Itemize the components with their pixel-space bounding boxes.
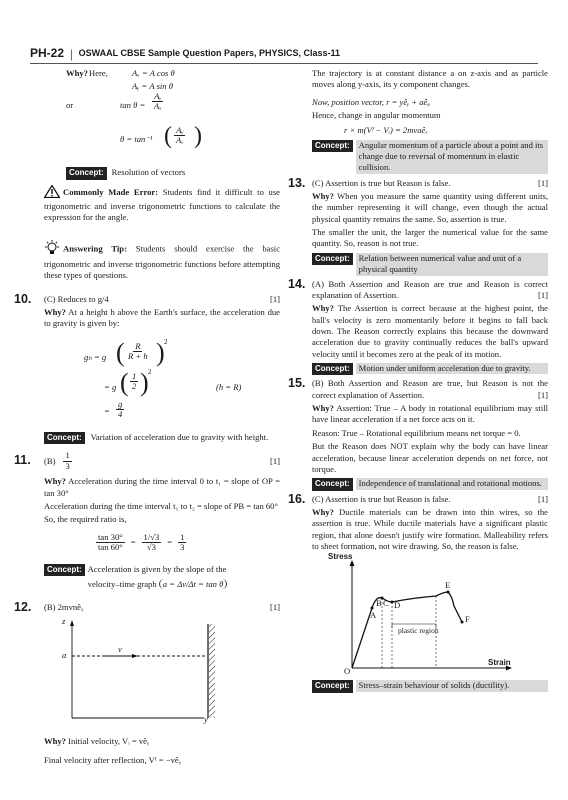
left-column [14, 68, 281, 768]
question-15 [288, 376, 548, 475]
lightbulb-icon [44, 240, 60, 259]
q11-line1: Acceleration during the time interval 0 to t₁ = slope of OP = tan 30° [44, 476, 280, 498]
concept-text: Relation between numerical value and unit of a physical quantity [356, 253, 548, 276]
q13-text2: The smaller the unit, the larger the numerical value for the same quantity. So, reason is not true. [312, 227, 548, 249]
error-text: Students find it difficult to use trigonometric and inverse trigonometric functions to calculate the expression for the angle. [44, 186, 280, 223]
q10-eq2-cond: (h = R) [216, 381, 242, 392]
q11-number: 11. [14, 453, 31, 468]
header-title: OSWAAL CBSE Sample Question Papers, PHYSICS, Class-11 [78, 47, 341, 58]
concept3-eq: a = Δv/Δt = tan θ [159, 579, 228, 589]
concept3-body [88, 564, 280, 591]
q13-why: Why? [312, 191, 334, 202]
eq-tan-lhs: tan θ = [120, 100, 146, 110]
right-p3: Hence, change in angular momentum [312, 110, 441, 121]
graph-stress-label: Stress [328, 552, 353, 562]
right-p2: Now, position vector, r = yêᵧ + aêᵩ [312, 96, 430, 107]
q11-marks: [1] [269, 455, 280, 466]
concept-badge: Concept: [44, 564, 85, 577]
graph-c-label: C [383, 598, 389, 609]
right-p1: The trajectory is at constant distance a on z-axis and as particle moves along y-axis, its y component changes. [312, 68, 548, 90]
q15-text3: But the Reason does NOT explain why the body can have linear acceleration, because linear acceleration depends on net force, not torque. [312, 441, 548, 474]
q11-line2: Acceleration during the time interval t₁ to t₂ = slope of PB = tan 60° [44, 500, 278, 511]
q11-line3: So, the required ratio is, [44, 514, 127, 525]
eq-theta-lhs: θ = tan⁻¹ [120, 134, 153, 144]
q12-number: 12. [14, 600, 32, 615]
answering-tip-box [44, 238, 280, 284]
q11-answer-option: (B) [44, 455, 56, 466]
concept-box-7 [312, 478, 548, 491]
equals: = [130, 536, 136, 547]
q13-number: 13. [288, 175, 306, 190]
or-text: or [66, 100, 74, 110]
spacer [44, 229, 280, 235]
concept-text: Resolution of vectors [111, 167, 186, 177]
concept-box-3 [44, 564, 280, 591]
paren-right: ) [140, 367, 149, 397]
q14-answer: (A) Both Assertion and Reason are true and Reason is correct explanation of Assertion. [312, 278, 548, 300]
paren-left: ( [164, 123, 172, 149]
paren-right: ) [194, 123, 202, 149]
concept-badge: Concept: [44, 432, 85, 445]
question-10 [14, 291, 280, 424]
equals: = [167, 536, 173, 547]
page-code: PH-22 [30, 45, 65, 60]
q14-number: 14. [288, 276, 306, 291]
concept-badge: Concept: [312, 478, 353, 491]
graph-a-label: A [370, 610, 377, 621]
q15-text2: Reason: True – Rotational equilibrium means net torque = 0. [312, 427, 521, 438]
q15-why: Why? [312, 403, 334, 414]
q16-marks: [1] [537, 493, 548, 504]
q12-figure [44, 616, 280, 724]
q10-eq3-frac: $\frac{g}{4}$ [118, 398, 123, 420]
q12-why: Why? [44, 735, 66, 746]
right-column [288, 68, 549, 696]
q10-why: Why? [44, 306, 66, 317]
graph-b-label: B [376, 598, 382, 609]
concept-box-8 [312, 680, 548, 693]
concept-box-5 [312, 253, 548, 276]
tip-text: Students should exercise the basic trigonometric and inverse trigonometric functions before attempting these types of questions. [44, 243, 281, 281]
graph-d-label: D [394, 600, 401, 611]
concept-text: Motion under uniform acceleration due to gravity. [356, 363, 548, 374]
q11-answer-row [44, 450, 280, 472]
concept-text-b: velocity–time graph [87, 578, 157, 589]
stress-strain-svg [312, 556, 548, 676]
vector-resolution-block [44, 68, 280, 164]
q16-why: Why? [312, 507, 334, 518]
graph-f-label: F [465, 614, 470, 625]
header-separator: | [70, 45, 73, 61]
graph-strain-label: Strain [488, 658, 511, 668]
concept-text: Independence of translational and rotational motions. [356, 478, 548, 489]
q10-text: At a height h above the Earth's surface, the acceleration due to gravity is given by: [44, 306, 280, 329]
q16-text: Ductile materials can be drawn into thin wires, so the assertion is true. While ductile materials have a significant plastic region, that alone doesn't justify wire formation. Malleability refers to sheet formation, not wire drawing. So, the reason is false. [312, 507, 548, 552]
concept-badge: Concept: [312, 140, 353, 153]
q10-eq2-frac: $\frac{1}{2}$ [132, 370, 137, 392]
concept-badge: Concept: [66, 167, 107, 180]
eq-ax: Aₓ = A cos θ [132, 68, 175, 78]
q11-ratio-mid: $\frac{1/√3}{√3}$ [143, 531, 160, 553]
q11-ratio-result: $\frac{1}{3}$ [180, 531, 185, 553]
question-12 [14, 600, 280, 766]
q12-line2: Final velocity after reflection, Vᶠ = −vêᵧ [44, 754, 181, 765]
concept-text: Acceleration is given by the slope of the [87, 563, 227, 574]
paren-left: ( [116, 337, 125, 367]
q10-answer: (C) Reduces to g/4 [44, 293, 109, 304]
q14-text: The Assertion is correct because at the highest point, the ball's velocity is zero momentarily before it begins to fall back down. The Reason correctly explains this because the downward acceleration due to gravity continually reduces the ball's upward velocity until it becomes zero at the peak of its motion. [312, 303, 549, 359]
question-16 [288, 491, 548, 553]
q14-marks: [1] [537, 289, 548, 300]
q14-why: Why? [312, 303, 334, 314]
concept-badge: Concept: [312, 363, 353, 376]
eq-tan-frac: $\frac{\text{Aᵧ}}{\text{Aₓ}}$ [154, 91, 162, 112]
q10-number: 10. [14, 291, 32, 306]
q15-marks: [1] [537, 389, 548, 400]
question-11 [14, 450, 280, 557]
q10-eq2-pow: 2 [148, 367, 152, 376]
concept-box-4 [312, 140, 548, 174]
q16-number: 16. [288, 491, 306, 506]
eq-theta-frac: $\frac{\text{Aᵧ}}{\text{Aₓ}}$ [176, 125, 184, 146]
q10-eq1-pow: 2 [164, 337, 168, 346]
q13-marks: [1] [537, 177, 548, 188]
common-error-box [44, 183, 280, 226]
right-p4: r × m(Vᶠ − Vᵢ) = 2mvaêₓ [344, 125, 428, 136]
q12-answer: (B) 2mvnêᵧ [44, 602, 84, 613]
answering-tip-para [44, 240, 280, 282]
q10-equations [44, 332, 280, 424]
q15-text1: Assertion: True – A body in rotational equilibrium may still have linear acceleration if a net force acts on it. [312, 403, 548, 425]
fig-label-z: z [62, 615, 66, 626]
paren-right: ) [156, 337, 165, 367]
q13-answer: (C) Assertion is true but Reason is false. [312, 177, 451, 188]
q10-eq3-lhs: = [104, 405, 110, 416]
q10-eq1-lhs: gₕ = g [84, 351, 107, 362]
fig-label-v: v [118, 643, 122, 654]
graph-o-label: O [344, 666, 351, 677]
q10-eq1-frac: $\frac{R}{R + h}$ [128, 340, 148, 362]
q11-ratio-frac: $\frac{\tan 30^\circ}{\tan 60^\circ}$ [98, 531, 123, 553]
q12-line1: Initial velocity, Vᵢ = vêᵧ [68, 735, 150, 746]
concept-badge: Concept: [312, 680, 353, 693]
concept-text: Angular momentum of a particle about a point and its change due to reversal of momentum in elastic collision. [356, 140, 548, 174]
q10-marks: [1] [269, 293, 280, 304]
q13-text: When you measure the same quantity using different units, the number representing it will change, even though the actual physical quantity remains the same. So, assertion is true. [312, 191, 548, 224]
paren-left: ( [120, 367, 129, 397]
warning-icon [44, 185, 60, 201]
question-14 [288, 276, 549, 360]
why-here: Here, [89, 68, 108, 78]
q16-answer: (C) Assertion is true but Reason is false. [312, 493, 451, 504]
why-label: Why? [66, 68, 88, 78]
page-header [30, 44, 538, 64]
stress-strain-graph [312, 552, 548, 677]
graph-e-label: E [445, 580, 451, 591]
q11-ratio [94, 528, 280, 558]
q12-marks: [1] [269, 602, 280, 613]
q15-number: 15. [288, 376, 306, 391]
fig-label-a: a [62, 649, 67, 660]
common-error-para [44, 185, 280, 224]
q11-why: Why? [44, 476, 66, 487]
q11-answer-frac: $\frac{1}{3}$ [65, 450, 70, 471]
q15-answer: (B) Both Assertion and Reason are true, but Reason is not the correct explanation of Assertion. [312, 378, 548, 400]
concept-badge: Concept: [312, 253, 353, 266]
concept-text: Stress–strain behaviour of solids (ductility). [356, 680, 548, 691]
reflection-diagram [44, 616, 280, 724]
concept-box-6 [312, 363, 548, 376]
question-13 [288, 175, 548, 250]
concept-box-1 [66, 167, 280, 180]
q10-eq2-lhs: = g [104, 381, 117, 392]
eq-ay: Aᵧ = A sin θ [132, 81, 173, 91]
error-title: Commonly Made Error: [63, 186, 159, 197]
fig-label-y: y [204, 713, 208, 724]
concept-text: Variation of acceleration due to gravity with height. [90, 431, 269, 442]
graph-plastic-label: plastic region [398, 626, 439, 636]
concept-box-2 [44, 432, 280, 445]
tip-title: Answering Tip: [63, 243, 127, 254]
